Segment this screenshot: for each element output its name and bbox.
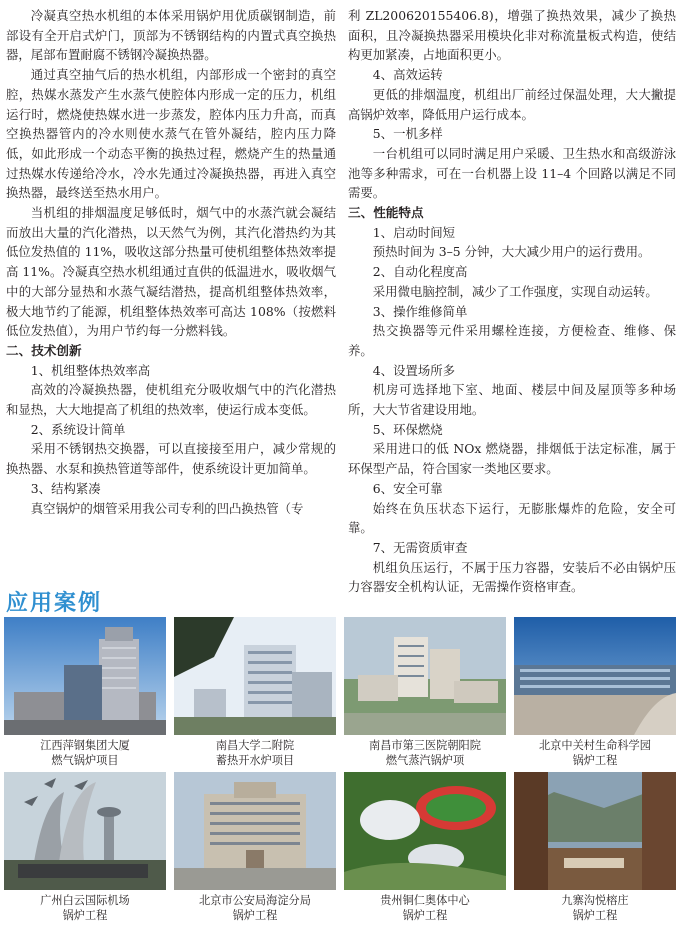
- intro-paragraph-2: 通过真空抽气后的热水机组，内部形成一个密封的真空腔，热媒水蒸发产生水蒸气使腔体内形成一定的压力，机组运行时，燃烧使热媒水进一步蒸发，腔体内压力升高，而真空换热器管内的冷水则使水蒸气在管外凝结，腔内压力降低，如此形成一个动态平衡的换热过程，燃烧产生的热量通过热媒水传递给冷水，冷水先通过冷凝换热器，再进入真空换热器，最终送至热水用户。: [6, 67, 336, 201]
- case-project: 锅炉工程: [62, 909, 108, 922]
- case-photo: [4, 772, 166, 890]
- case-name: 南昌大学二附院: [215, 739, 295, 752]
- item-text-design: 采用不锈钢热交换器，可以直接接至用户，减少常规的换热器、水泵和换热管道等部件，使系统设计更加简单。: [6, 441, 336, 477]
- item-text-compact: 真空锅炉的烟管采用我公司专利的凹凸换热管（专: [30, 500, 304, 516]
- case-card: [514, 617, 676, 768]
- case-photo: [174, 617, 336, 735]
- section-heading-features: 三、性能特点: [348, 205, 424, 221]
- case-card: [174, 617, 336, 768]
- item-heading-compact: 3、结构紧凑: [30, 480, 101, 496]
- case-name: 江西萍钢集团大厦: [40, 739, 130, 752]
- feature-text-maintenance: 热交换器等元件采用螺栓连接，方便检查、维修、保养。: [348, 323, 676, 358]
- case-card: [514, 772, 676, 923]
- item-text-operation: 更低的排烟温度，机组出厂前经过保温处理，大大撇提高锅炉效率，降低用户运行成本。: [348, 86, 676, 122]
- case-photo: [514, 772, 676, 890]
- item-heading-operation: 4、高效运转: [372, 67, 443, 83]
- case-card: [4, 772, 166, 923]
- case-photo: [4, 617, 166, 735]
- section-heading-innovation: 二、技术创新: [6, 342, 82, 358]
- case-photo: [344, 617, 506, 735]
- feature-text-automation: 采用微电脑控制，减少了工作强度，实现自动运转。: [372, 283, 658, 299]
- feature-text-startup: 预热时间为 3–5 分钟，大大减少用户的运行费用。: [372, 244, 651, 260]
- case-card: [4, 617, 166, 768]
- feature-heading-no-review: 7、无需资质审查: [372, 539, 468, 555]
- right-column: [348, 6, 676, 597]
- case-card: [344, 772, 506, 923]
- intro-paragraph-3: 当机组的排烟温度足够低时，烟气中的水蒸汽就会凝结而放出大量的汽化潜热，以天然气为例，其汽化潜热约为其低位发热值的 11%，吸收这部分热量可使机组整体热效率提高 11%。冷凝真空热水机组通过直供的低温进水，吸收烟气中的大部分显热和水蒸气凝结潜热，提高机组整体热效率，极大地节约了能源，机组整体热效率可高达 108%（按燃料低位发热值），为用户节约每一分燃料钱。: [6, 205, 336, 339]
- case-name: 贵州铜仁奥体中心: [380, 894, 470, 907]
- intro-paragraph-1: 冷凝真空热水机组的本体采用锅炉用优质碳钢制造，前部设有全开启式炉门，顶部为不锈钢结构的内置式真空换热器，尾部布置耐腐不锈钢冷凝换热器。: [6, 8, 336, 63]
- case-name: 九寨沟悦榕庄: [561, 894, 629, 907]
- case-photo: [174, 772, 336, 890]
- item-heading-multi-use: 5、一机多样: [372, 126, 443, 142]
- case-project: 锅炉工程: [232, 909, 278, 922]
- case-project: 锅炉工程: [402, 909, 448, 922]
- feature-heading-startup: 1、启动时间短: [372, 224, 456, 240]
- case-project: 燃气锅炉项目: [51, 754, 119, 767]
- item-text-compact-continued: 利 ZL200620155406.8)，增强了换热效果，减少了换热面积，且冷凝换热器采用模块化非对称流量板式构造，使结构更加紧凑，占地面积更小。: [348, 8, 676, 63]
- feature-heading-maintenance: 3、操作维修简单: [372, 303, 468, 319]
- item-text-efficiency: 高效的冷凝换热器，使机组充分吸收烟气中的汽化潜热和显热，大大地提高了机组的热效率，使运行成本变低。: [6, 382, 336, 418]
- feature-heading-locations: 4、设置场所多: [372, 362, 456, 378]
- item-heading-efficiency: 1、机组整体热效率高: [30, 362, 151, 378]
- case-name: 北京市公安局海淀分局: [199, 894, 311, 907]
- feature-heading-safety: 6、安全可靠: [372, 480, 443, 496]
- feature-text-eco: 采用进口的低 NOx 燃烧器，排烟低于法定标准，属于环保型产品，符合国家一类地区要求。: [348, 441, 676, 477]
- item-text-multi-use: 一台机组可以同时满足用户采暖、卫生热水和高级游泳池等多种需求，可在一台机器上设 11–4 个回路以满足不同需要。: [348, 145, 676, 201]
- case-project: 锅炉工程: [572, 909, 618, 922]
- cases-title: 应用案例: [6, 591, 103, 616]
- item-heading-design: 2、系统设计简单: [30, 421, 126, 437]
- case-photo: [514, 617, 676, 735]
- feature-text-safety: 始终在负压状态下运行，无膨胀爆炸的危险，安全可靠。: [348, 500, 676, 536]
- case-project: 锅炉工程: [572, 754, 618, 767]
- case-photo: [344, 772, 506, 890]
- case-name: 广州白云国际机场: [40, 894, 130, 907]
- case-project: 蓄热开水炉项目: [215, 754, 295, 767]
- feature-heading-automation: 2、自动化程度高: [372, 264, 468, 280]
- feature-heading-eco: 5、环保燃烧: [372, 421, 443, 437]
- case-project: 燃气蒸汽锅炉项: [385, 754, 465, 767]
- case-card: [344, 617, 506, 768]
- case-card: [174, 772, 336, 923]
- feature-text-locations: 机房可选择地下室、地面、楼层中间及屋顶等多种场所，大大节省建设用地。: [348, 382, 676, 418]
- left-column: [6, 6, 336, 518]
- feature-text-no-review: 机组负压运行，不属于压力容器，安装后不必由锅炉压力容器安全机构认证，无需操作资格审查。: [348, 559, 676, 595]
- case-name: 南昌市第三医院朝阳院: [369, 739, 481, 752]
- case-name: 北京中关村生命科学园: [539, 739, 651, 752]
